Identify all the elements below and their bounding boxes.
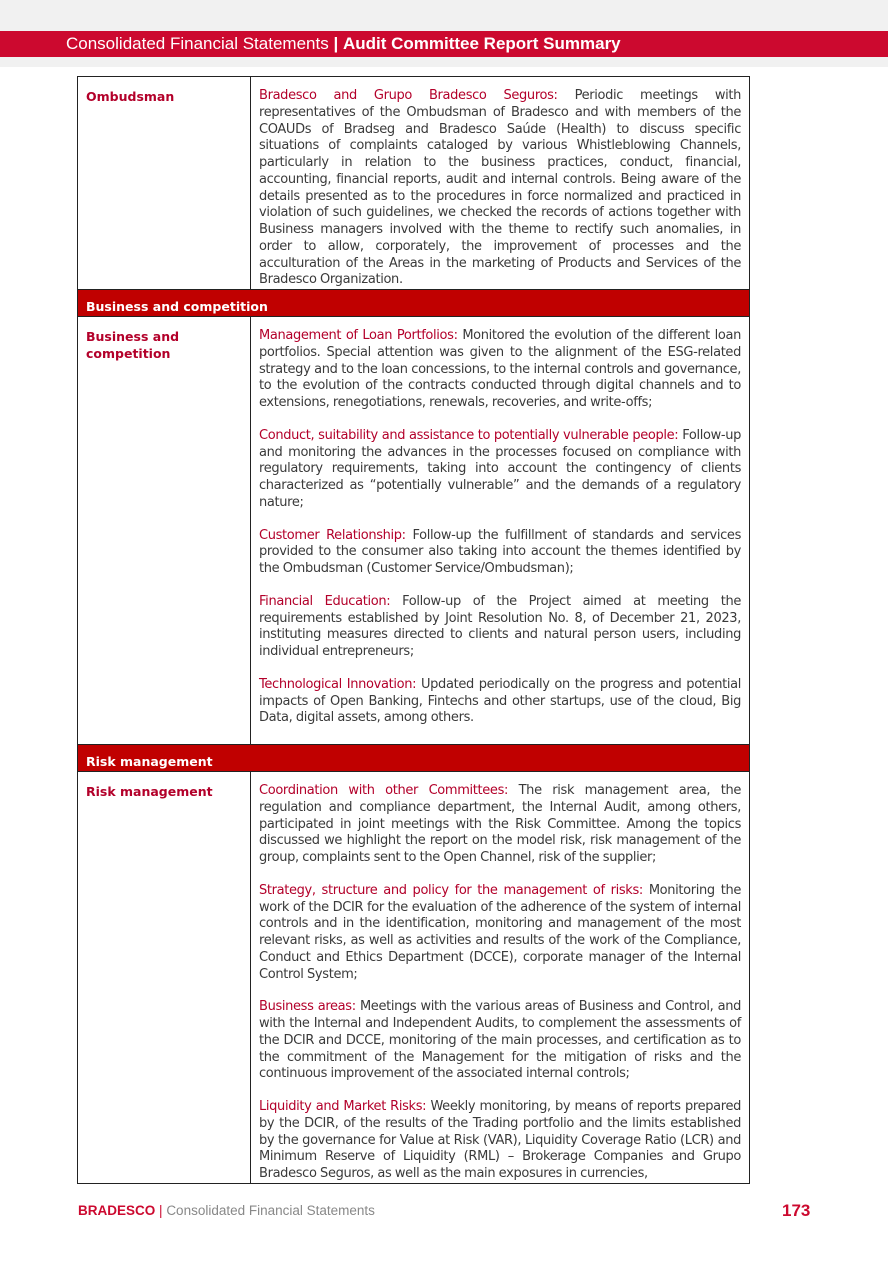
- under-band: [0, 57, 888, 67]
- paragraph-body: Updated periodically on the progress and potential impacts of Open Banking, Fintechs and other startups, use of the cloud, Big Data, digital assets, among others.: [259, 676, 741, 726]
- table-row-business: [78, 317, 750, 745]
- paragraph-lead: Business areas:: [259, 999, 356, 1015]
- paragraph-lead: Technological Innovation:: [259, 676, 417, 692]
- paragraph-body: Follow-up and monitoring the advances in the processes focused on compliance with regulatory requirements, taking into account the contingency of clients characterized as “potentially vulnerable” and the demands of a regulatory nature;: [259, 427, 741, 510]
- header-section: Consolidated Financial Statements: [66, 34, 329, 53]
- paragraph-body: The risk management area, the regulation and compliance department, the Internal Audit, among others, participated in joint meetings with the Risk Committee. Among the topics discussed we highlight the report on the model risk, risk management of the group, complaints sent to the Open Channel, risk of the supplier;: [259, 783, 741, 865]
- paragraph-lead: Financial Education:: [259, 593, 391, 609]
- paragraph-lead: Customer Relationship:: [259, 527, 406, 543]
- paragraph-body: Meetings with the various areas of Business and Control, and with the Internal and Independent Audits, to complement the assessments of the DCIR and DCCE, monitoring of the main processes, and certification as to the commitment of the Management for the mitigation of risks and the continuous improvement of the associated internal controls;: [259, 999, 741, 1082]
- paragraph: [259, 783, 741, 867]
- paragraph: [259, 328, 741, 412]
- table-row-risk: [78, 772, 750, 1184]
- paragraph-body: Follow-up the fulfillment of standards and services provided to the consumer also taking into account the themes identified by the Ombudsman (Customer Service/Ombudsman);: [259, 527, 741, 576]
- paragraph: [259, 883, 741, 984]
- paragraph-lead: Coordination with other Committees:: [259, 783, 509, 798]
- paragraph-lead: Liquidity and Market Risks:: [259, 1099, 427, 1114]
- paragraph: [259, 528, 741, 578]
- paragraph-lead: Strategy, structure and policy for the management of risks:: [259, 882, 643, 898]
- section-row-business: [78, 290, 750, 317]
- row-label-risk: Risk management: [78, 772, 251, 1184]
- section-heading-risk: Risk management: [78, 745, 750, 772]
- header-title: [66, 34, 621, 54]
- paragraph-body: Periodic meetings with representatives of the Ombudsman of Bradesco and with members of the COAUDs of Bradseg and Bradesco Saúde (Health) to discuss specific situations of complaints cataloged by various Whistleblowing Channels, particularly in relation to the business practices, conduct, financial, accounting, financial reports, audit and internal controls. Being aware of the details presented as to the procedures in force normalized and practiced in violation of such guidelines, we checked the records of actions together with Business managers involved with the theme to rectify such anomalies, in order to allow, corporately, the improvement of processes and the acculturation of the Areas in the marketing of Products and Services of the Bradesco Organization.: [259, 88, 741, 288]
- paragraph: [259, 428, 741, 512]
- footer-doc-title: Consolidated Financial Statements: [166, 1203, 375, 1218]
- section-heading-business: Business and competition: [78, 290, 750, 317]
- row-text-risk: [251, 772, 750, 1184]
- report-table: [77, 76, 750, 1184]
- page-header: [0, 31, 888, 57]
- footer-separator: |: [159, 1203, 163, 1218]
- row-label-business: Business and competition: [78, 317, 251, 745]
- top-band: [0, 0, 888, 31]
- paragraph: [259, 88, 741, 289]
- paragraph: [259, 677, 741, 727]
- paragraph: [259, 999, 741, 1083]
- paragraph: [259, 594, 741, 661]
- paragraph-body: Monitored the evolution of the different loan portfolios. Special attention was given to the alignment of the ESG-related strategy and to the loan concessions, to the internal controls and governance, to the evolution of the contracts conducted through digital channels and to extensions, renegotiations, renewals, recoveries, and write-offs;: [259, 328, 741, 410]
- header-separator: |: [333, 34, 339, 53]
- paragraph-lead: Bradesco and Grupo Bradesco Seguros:: [259, 88, 558, 103]
- page-number: 173: [782, 1201, 811, 1220]
- header-report-title: Audit Committee Report Summary: [342, 34, 621, 53]
- row-text-business: [251, 317, 750, 745]
- paragraph-lead: Management of Loan Portfolios:: [259, 328, 458, 343]
- row-label-ombudsman: Ombudsman: [78, 77, 251, 290]
- row-text-ombudsman: [251, 77, 750, 290]
- paragraph-body: Weekly monitoring, by means of reports prepared by the DCIR, of the results of the Trading portfolio and the limits established by the governance for Value at Risk (VAR), Liquidity Coverage Ratio (LCR) and Minimum Reserve of Liquidity (RML) – Brokerage Companies and Grupo Bradesco Seguros, as well as the main exposures in currencies,: [259, 1099, 741, 1181]
- paragraph-lead: Conduct, suitability and assistance to potentially vulnerable people:: [259, 427, 679, 443]
- paragraph-body: Follow-up of the Project aimed at meeting the requirements established by Joint Resolution No. 8, of December 21, 2023, instituting measures directed to clients and natural person users, including individual entrepreneurs;: [259, 593, 741, 659]
- paragraph: [259, 1099, 741, 1183]
- page-footer: [78, 1203, 375, 1218]
- table-row-ombudsman: [78, 77, 750, 290]
- footer-brand: BRADESCO: [78, 1203, 156, 1218]
- section-row-risk: [78, 745, 750, 772]
- paragraph-body: Monitoring the work of the DCIR for the evaluation of the adherence of the system of internal controls and in the identification, monitoring and management of the most relevant risks, as well as activities and results of the work of the Compliance, Conduct and Ethics Department (DCCE), corporate manager of the Internal Control System;: [259, 882, 741, 982]
